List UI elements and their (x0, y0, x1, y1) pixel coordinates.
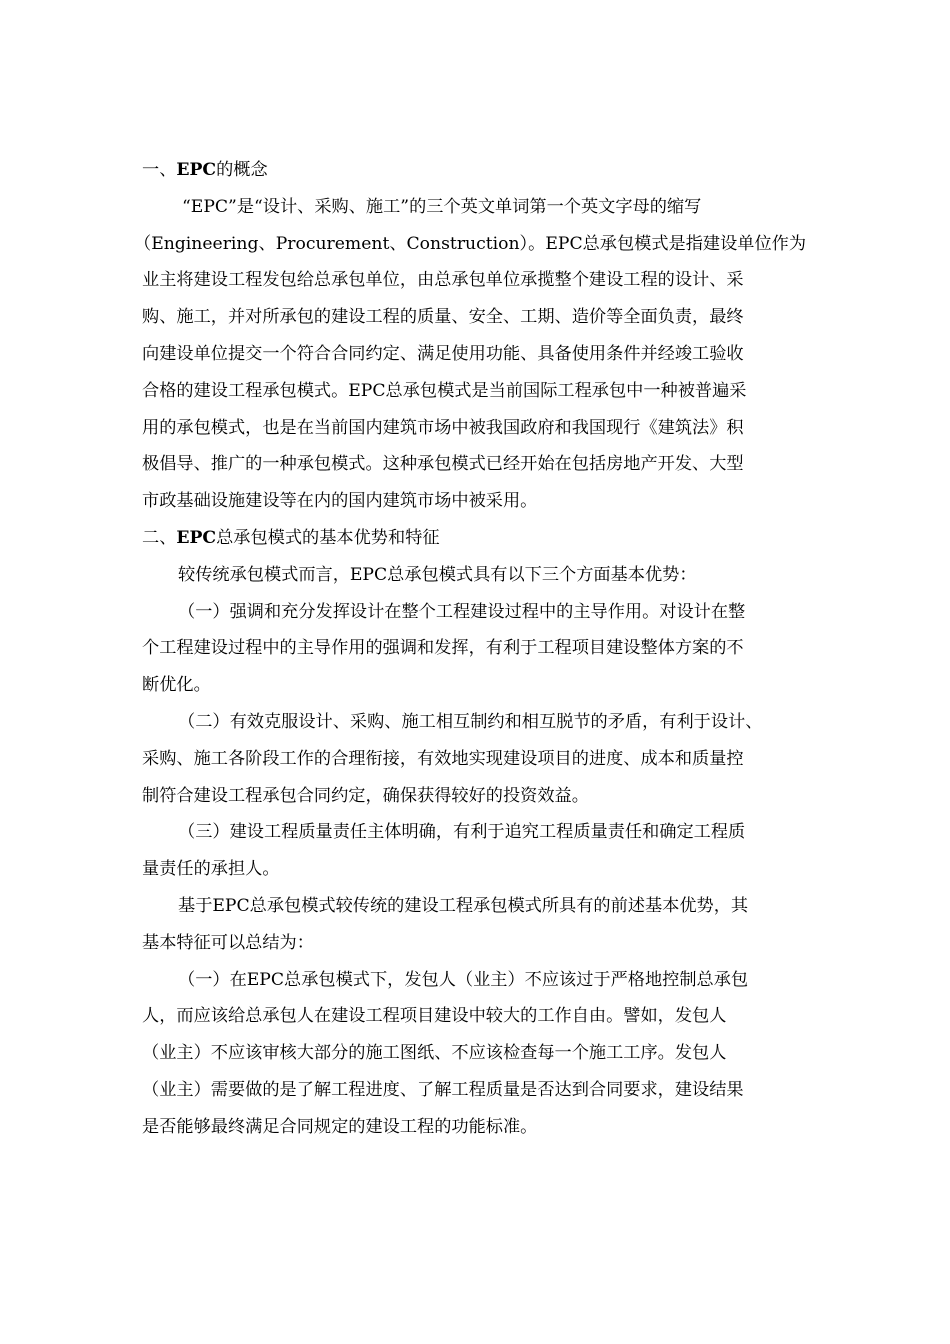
text-line: 量责任的承担人。 (142, 859, 280, 880)
document-body (134, 152, 824, 1146)
paragraph-epc-definition (134, 189, 824, 520)
section-heading-2-bold: EPC (176, 527, 217, 548)
text-line: “EPC”是“设计、采购、施工”的三个英文单词第一个英文字母的缩写 (182, 196, 702, 217)
paragraph-advantage-3 (142, 814, 824, 888)
text-line: 极倡导、推广的一种承包模式。这种承包模式已经开始在包括房地产开发、大型 (142, 454, 744, 475)
text-line: 断优化。 (142, 675, 211, 696)
section-heading-2-prefix: 二、 (142, 527, 177, 548)
text-line: （业主）需要做的是了解工程进度、了解工程质量是否达到合同要求，建设结果 (142, 1079, 744, 1100)
paragraph-feature-1 (142, 962, 824, 1146)
text-line: （Engineering、Procurement、Construction）。EPC总承包模式是指建设单位作为 (134, 233, 807, 254)
text-line: （业主）不应该审核大部分的施工图纸、不应该检查每一个施工工序。发包人 (142, 1043, 727, 1064)
section-heading-1-prefix: 一、 (142, 160, 177, 180)
text-line: 业主将建设工程发包给总承包单位，由总承包单位承揽整个建设工程的设计、采 (142, 270, 744, 291)
text-line: 采购、施工各阶段工作的合理衔接，有效地实现建设项目的进度、成本和质量控 (142, 748, 744, 769)
text-line: 制符合建设工程承包合同约定，确保获得较好的投资效益。 (142, 785, 589, 806)
paragraph-features-intro (142, 888, 824, 962)
text-line: （一）在EPC总承包模式下，发包人（业主）不应该过于严格地控制总承包 (178, 969, 749, 990)
section-heading-2 (142, 520, 824, 557)
text-line: （三）建设工程质量责任主体明确，有利于追究工程质量责任和确定工程质 (178, 822, 746, 843)
text-line: 用的承包模式，也是在当前国内建筑市场中被我国政府和我国现行《建筑法》积 (142, 417, 744, 438)
section-heading-1-suffix: 的概念 (216, 160, 268, 180)
paragraph-advantage-1 (142, 594, 824, 704)
text-line: 是否能够最终满足合同规定的建设工程的功能标准。 (142, 1116, 538, 1137)
text-line: 市政基础设施建设等在内的国内建筑市场中被采用。 (142, 491, 538, 512)
text-line: 个工程建设过程中的主导作用的强调和发挥，有利于工程项目建设整体方案的不 (142, 638, 744, 659)
text-line: 合格的建设工程承包模式。EPC总承包模式是当前国际工程承包中一种被普遍采 (142, 380, 747, 401)
text-line: 购、施工，并对所承包的建设工程的质量、安全、工期、造价等全面负责，最终 (142, 307, 744, 328)
paragraph-advantage-2 (142, 704, 824, 814)
section-heading-2-suffix: 总承包模式的基本优势和特征 (216, 527, 440, 548)
section-heading-1-bold: EPC (176, 160, 217, 180)
text-line: 基于EPC总承包模式较传统的建设工程承包模式所具有的前述基本优势，其 (178, 895, 749, 916)
text-line: 人，而应该给总承包人在建设工程项目建设中较大的工作自由。譬如，发包人 (142, 1006, 727, 1027)
text-line: （一）强调和充分发挥设计在整个工程建设过程中的主导作用。对设计在整 (178, 601, 746, 622)
section-heading-1 (142, 152, 824, 189)
text-line: （二）有效克服设计、采购、施工相互制约和相互脱节的矛盾，有利于设计、 (178, 711, 763, 732)
paragraph-advantages-intro (142, 557, 824, 594)
text-line: 向建设单位提交一个符合合同约定、满足使用功能、具备使用条件并经竣工验收 (142, 343, 744, 364)
text-line: 基本特征可以总结为： (142, 932, 314, 953)
text-line: 较传统承包模式而言，EPC总承包模式具有以下三个方面基本优势： (178, 564, 697, 585)
